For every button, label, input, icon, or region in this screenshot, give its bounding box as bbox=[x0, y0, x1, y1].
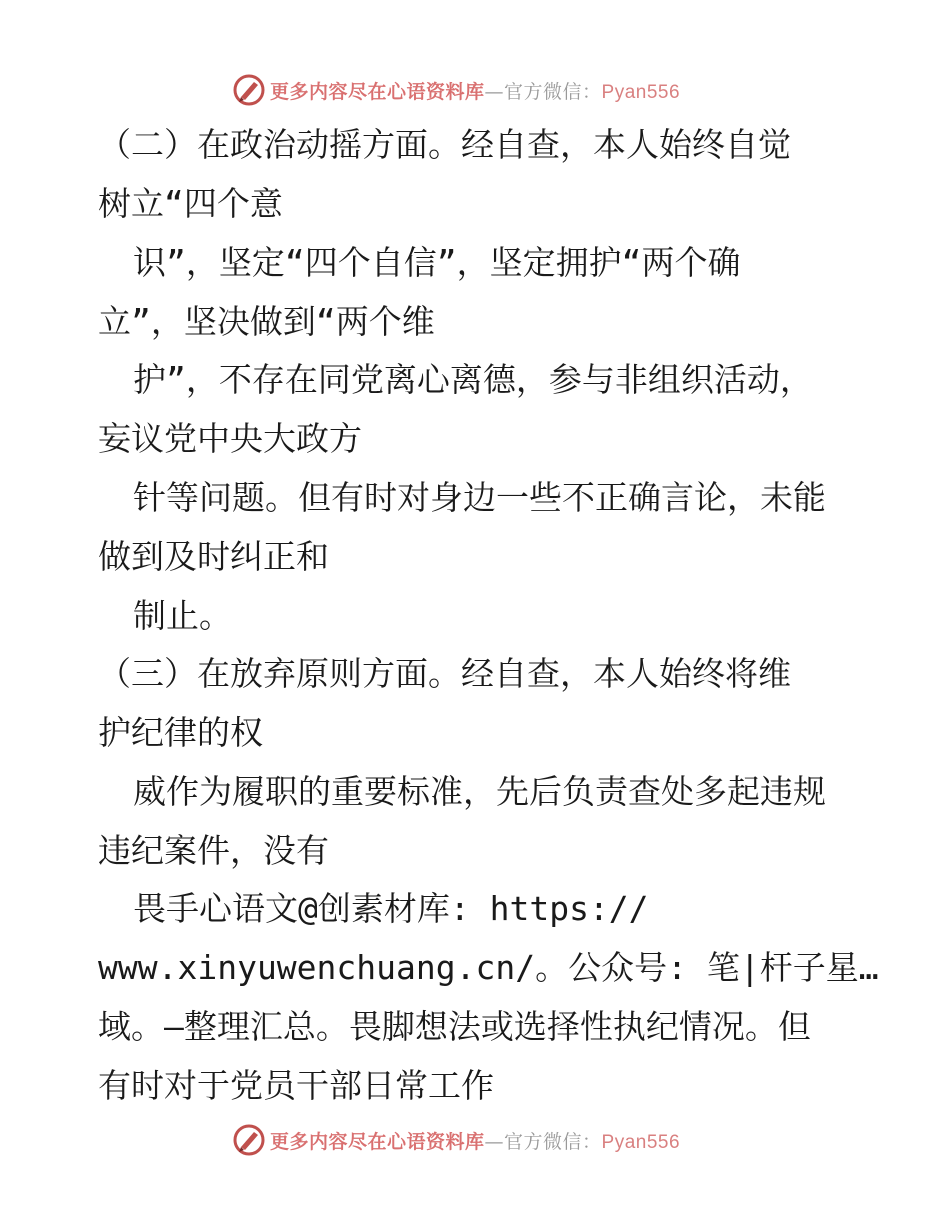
pen-logo-icon bbox=[232, 1123, 266, 1157]
doc-line: 妄议党中央大政方 bbox=[98, 419, 362, 458]
doc-line: 树立“四个意 bbox=[98, 184, 283, 223]
footer-banner-dash: — bbox=[484, 1130, 505, 1153]
footer-banner-main: 更多内容尽在心语资料库 bbox=[270, 1130, 485, 1153]
footer-banner-id: Pyan556 bbox=[601, 1131, 681, 1153]
doc-line: www.xinyuwenchuang.cn/。公众号: 笔|杆子星… bbox=[98, 948, 879, 987]
doc-line: 做到及时纠正和 bbox=[98, 537, 329, 576]
header-banner-main: 更多内容尽在心语资料库 bbox=[270, 80, 485, 103]
footer-banner-official: 官方微信： bbox=[504, 1130, 602, 1153]
footer-banner-text bbox=[270, 1127, 680, 1154]
doc-line: （二）在政治动摇方面。经自查，本人始终自觉 bbox=[98, 125, 791, 164]
doc-line: 畏手心语文@创素材库: https:// bbox=[133, 889, 649, 928]
header-banner bbox=[232, 70, 712, 110]
doc-line: 有时对于党员干部日常工作 bbox=[98, 1066, 494, 1105]
doc-line: 制止。 bbox=[133, 596, 232, 635]
doc-line: 护”，不存在同党离心离德，参与非组织活动， bbox=[133, 360, 813, 399]
doc-line: 护纪律的权 bbox=[98, 713, 263, 752]
header-banner-text bbox=[270, 77, 680, 104]
doc-line: （三）在放弃原则方面。经自查，本人始终将维 bbox=[98, 654, 791, 693]
doc-line: 立”，坚决做到“两个维 bbox=[98, 302, 435, 341]
footer-banner bbox=[232, 1120, 712, 1160]
doc-line: 威作为履职的重要标准，先后负责查处多起违规 bbox=[133, 772, 826, 811]
doc-line: 违纪案件，没有 bbox=[98, 831, 329, 870]
doc-line: 针等问题。但有时对身边一些不正确言论，未能 bbox=[133, 478, 826, 517]
doc-line: 域。—整理汇总。畏脚想法或选择性执纪情况。但 bbox=[98, 1007, 811, 1046]
header-banner-dash: — bbox=[484, 80, 505, 103]
header-banner-id: Pyan556 bbox=[601, 81, 681, 103]
pen-logo-icon bbox=[232, 73, 266, 107]
header-banner-official: 官方微信： bbox=[504, 80, 602, 103]
doc-line: 识”，坚定“四个自信”，坚定拥护“两个确 bbox=[133, 243, 741, 282]
